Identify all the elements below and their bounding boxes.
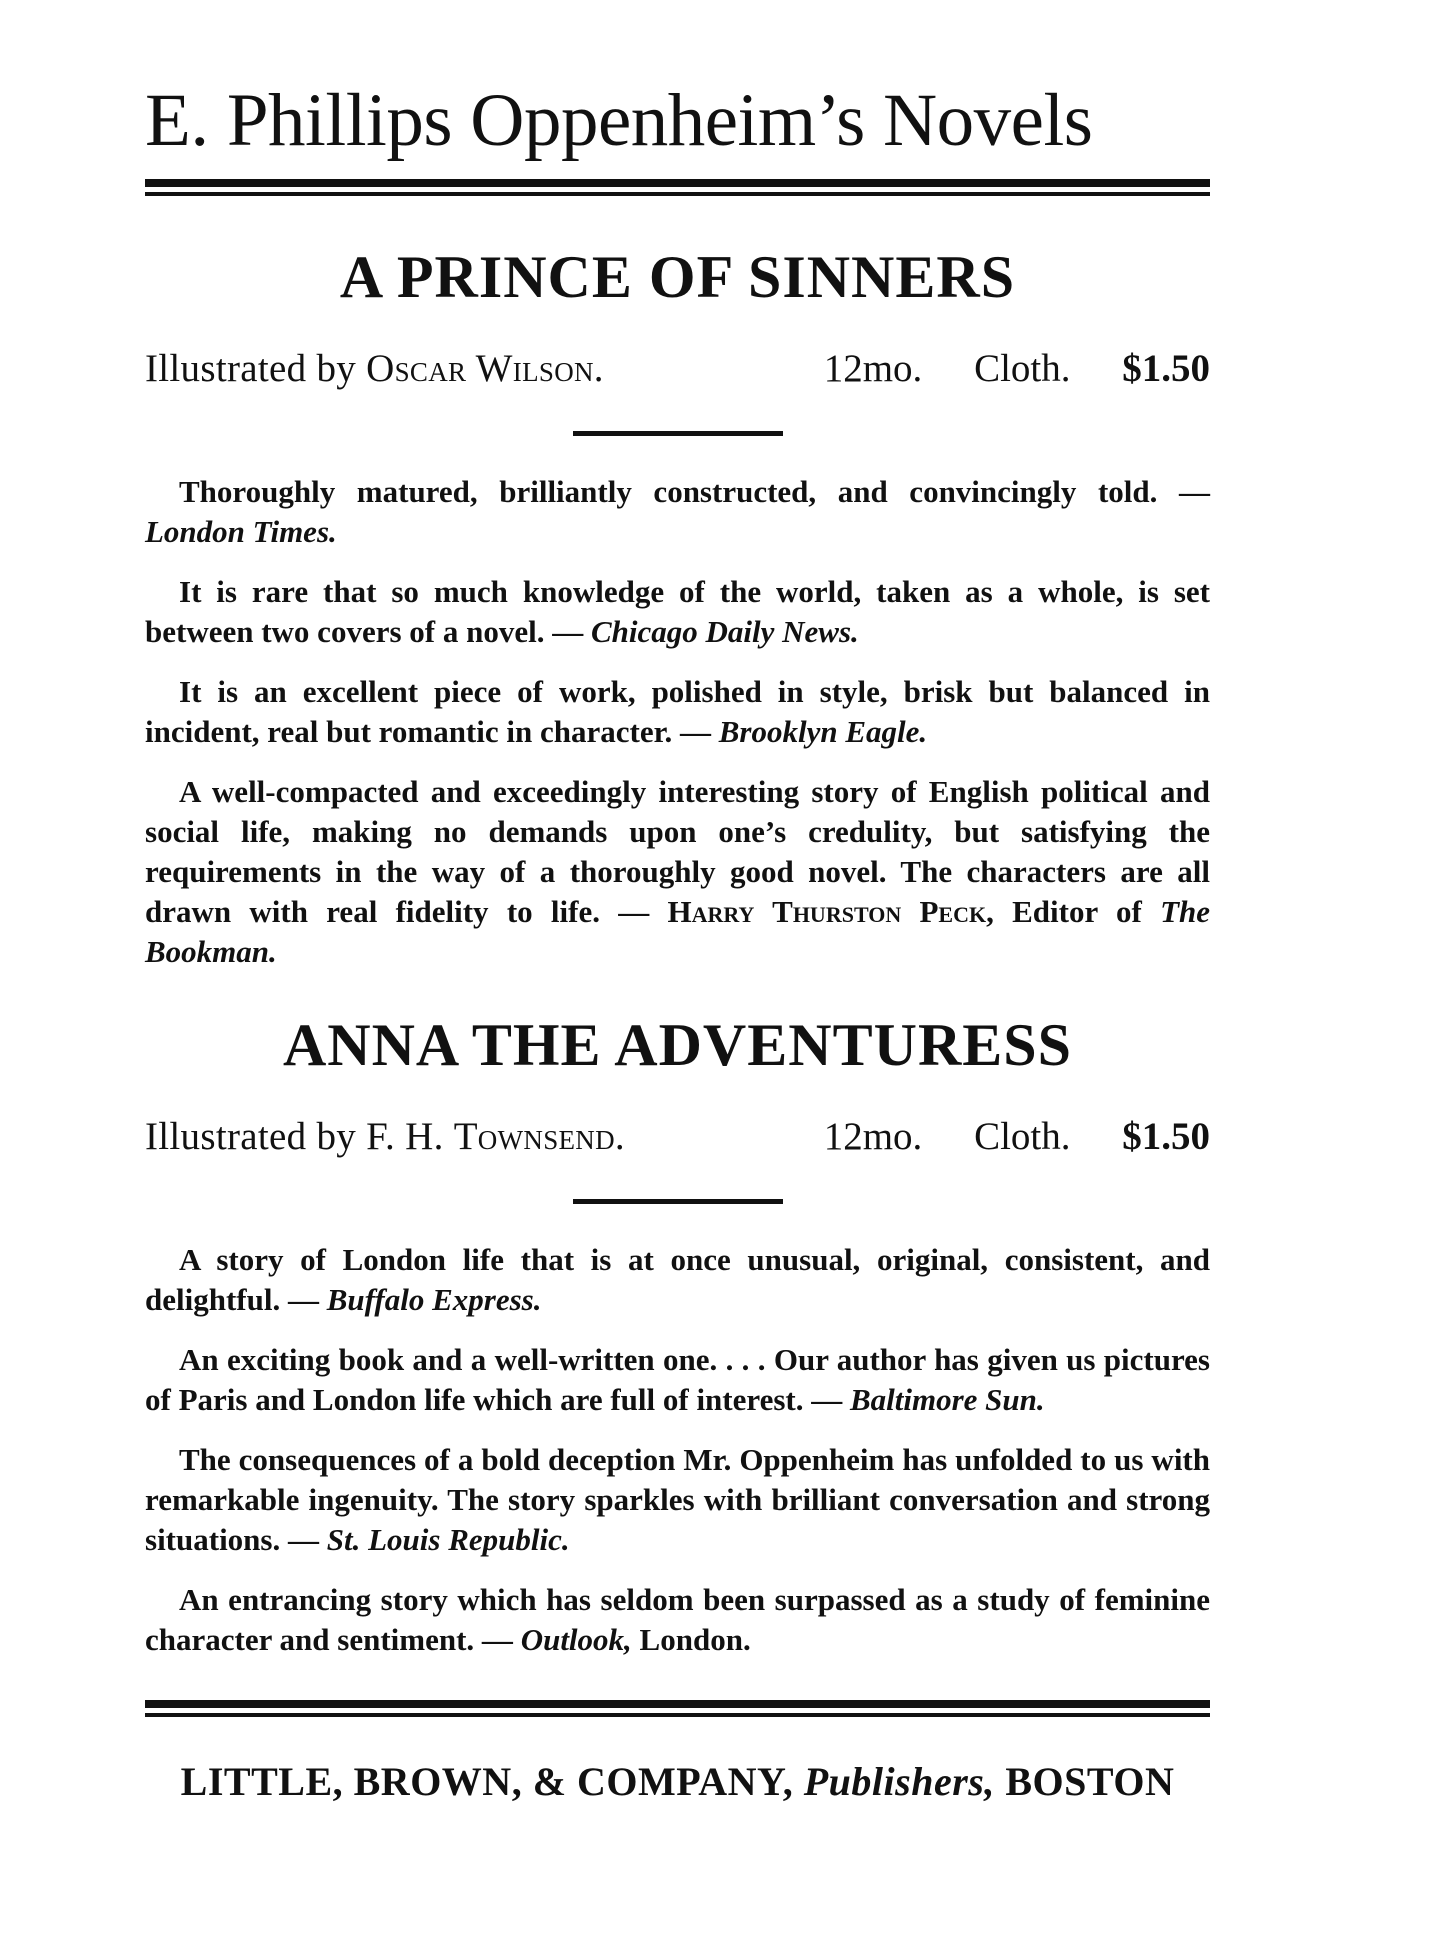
book-format: 12mo.: [823, 346, 923, 390]
review-text: The consequences of a bold deception Mr. Oppenheim has unfolded to us with remarkable ingenuity. The story sparkles with brilliant conversation and strong situations. —: [145, 1441, 1210, 1557]
illustrator-initials: F. H.: [366, 1114, 444, 1158]
book-details: [782, 346, 1210, 391]
footer-double-rule: [145, 1700, 1210, 1720]
illustrator-credit: [145, 346, 604, 391]
review-source-name: Harry Thurston Peck: [667, 893, 987, 929]
book-info: [145, 1114, 1210, 1159]
publisher-line: [145, 1758, 1210, 1805]
book-price: $1.50: [1122, 346, 1210, 390]
book-info: [145, 346, 1210, 391]
book-anna-the-adventuress: [145, 1012, 1210, 1660]
book-prince-of-sinners: [145, 244, 1210, 972]
review-source: Outlook,: [520, 1621, 632, 1657]
review-text: It is rare that so much knowledge of the world, taken as a whole, is set between two covers of a novel. —: [145, 573, 1210, 649]
book-title: ANNA THE ADVENTURESS: [282, 1011, 1073, 1078]
book-title: A PRINCE OF SINNERS: [339, 243, 1016, 310]
header-double-rule: [145, 179, 1210, 199]
review: [145, 772, 1210, 972]
publisher-city: BOSTON: [1005, 1758, 1175, 1804]
book-details: [782, 1114, 1210, 1159]
illustrator-name: Townsend.: [453, 1114, 625, 1158]
advertisement-page: [145, 80, 1210, 1805]
review: [145, 1340, 1210, 1420]
book-format: 12mo.: [823, 1114, 923, 1158]
review: [145, 472, 1210, 552]
section-rule: [573, 431, 783, 436]
review-source-suffix: London.: [639, 1621, 751, 1657]
rule-thick: [145, 1700, 1210, 1708]
review-text: A story of London life that is at once unusual, original, consistent, and delightful. —: [145, 1241, 1210, 1317]
review-text: It is an excellent piece of work, polished in style, brisk but balanced in incident, real but romantic in character. —: [145, 673, 1210, 749]
book-price: $1.50: [1122, 1114, 1210, 1158]
publisher-role: Publishers,: [803, 1758, 995, 1804]
review-source-role: , Editor of: [986, 893, 1142, 929]
page-title: E. Phillips Oppenheim’s Novels: [145, 79, 1093, 162]
illustrated-by-label: Illustrated by: [145, 1114, 357, 1158]
review: [145, 572, 1210, 652]
review: [145, 672, 1210, 752]
review-source: Brooklyn Eagle.: [718, 713, 928, 749]
review-text: A well-compacted and exceedingly interesting story of English political and social life, making no demands upon one’s credulity, but satisfying the requirements in the way of a thoroughly good novel. The characters are all drawn with real fidelity to life. —: [145, 773, 1210, 929]
rule-thin: [145, 192, 1210, 196]
illustrator-credit: [145, 1114, 625, 1159]
publisher-name: LITTLE, BROWN, & COMPANY,: [180, 1758, 794, 1804]
illustrator-name: Oscar Wilson.: [366, 346, 604, 390]
illustrated-by-label: Illustrated by: [145, 346, 357, 390]
rule-thin: [145, 1713, 1210, 1717]
review-source: London Times.: [145, 513, 337, 549]
rule-thick: [145, 179, 1210, 187]
review-source: Buffalo Express.: [326, 1281, 542, 1317]
book-binding: Cloth.: [974, 346, 1071, 390]
review-source: Chicago Daily News.: [590, 613, 859, 649]
review-text: Thoroughly matured, brilliantly constructed, and convincingly told. —: [179, 473, 1210, 509]
review-source: Baltimore Sun.: [849, 1381, 1045, 1417]
review: [145, 1580, 1210, 1660]
review-source: St. Louis Republic.: [326, 1521, 570, 1557]
review: [145, 1440, 1210, 1560]
review-source-publication: The Bookman.: [145, 893, 1210, 969]
review-text: An entrancing story which has seldom been surpassed as a study of feminine character and sentiment. —: [145, 1581, 1210, 1657]
review: [145, 1240, 1210, 1320]
review-text: An exciting book and a well-written one. . . . Our author has given us pictures of Paris and London life which are full of interest. —: [145, 1341, 1210, 1417]
section-rule: [573, 1199, 783, 1204]
book-binding: Cloth.: [974, 1114, 1071, 1158]
